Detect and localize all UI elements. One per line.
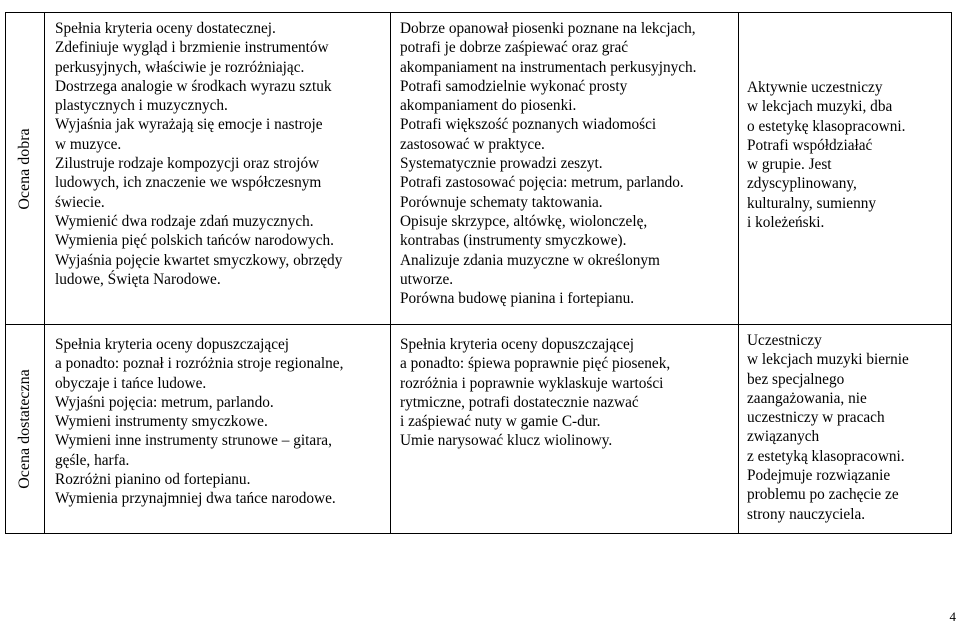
text-line: uczestniczy w pracach [747,409,885,427]
text-line: Wyjaśnia jak wyrażają się emocje i nastroje [55,116,323,134]
text-line: zastosować w praktyce. [400,135,545,153]
text-line: w muzyce. [55,135,122,153]
table-row-ocena-dobra [6,13,952,325]
text-line: Umie narysować klucz wiolinowy. [400,432,613,450]
text-line: rozróżnia i poprawnie wyklaskuje wartości [400,374,664,392]
page-number: 4 [949,609,956,624]
text-line: Spełnia kryteria oceny dostatecznej. [55,20,276,37]
grading-criteria-table [5,12,952,534]
text-line: ludowych, ich znaczenie we współczesnym [55,174,322,192]
text-line: problemu po zachęcie ze [747,486,899,504]
text-line: rytmiczne, potrafi dostatecznie nazwać [400,393,639,411]
text-line: plastycznych i muzycznych. [55,97,228,115]
text-line: Analizuje zdania muzyczne w określonym [400,251,660,269]
text-line: Uczestniczy [747,332,822,349]
text-line: związanych [747,428,820,446]
row-label: Ocena dostateczna [16,369,33,489]
attitude-text [739,13,951,232]
attitude-cell [739,13,952,325]
text-line: potrafi je dobrze zaśpiewać oraz grać [400,39,629,57]
knowledge-cell [45,13,391,325]
text-line: a ponadto: poznał i rozróżnia stroje regionalne, [55,355,344,373]
text-line: w grupie. Jest [747,156,832,174]
text-line: akompaniament do piosenki. [400,97,577,115]
text-line: Wymieni instrumenty smyczkowe. [55,413,268,431]
row-label-cell [6,325,45,534]
attitude-text [739,325,951,524]
text-line: Zilustruje rodzaje kompozycji oraz strojów [55,155,320,173]
skills-text [391,325,738,451]
skills-cell [391,13,739,325]
text-line: o estetykę klasopracowni. [747,117,906,135]
text-line: Potrafi większość poznanych wiadomości [400,116,657,134]
text-line: ludowe, Święta Narodowe. [55,270,221,288]
text-line: Dostrzega analogie w środkach wyrazu sztuk [55,77,332,95]
text-line: utworze. [400,270,454,288]
text-line: Wymieni inne instrumenty strunowe – gitara, [55,432,332,450]
text-line: bez specjalnego [747,370,845,388]
text-line: i koleżeński. [747,214,825,232]
text-line: Potrafi samodzielnie wykonać prosty [400,77,628,95]
text-line: akompaniament na instrumentach perkusyjnych. [400,58,697,76]
text-line: Rozróżni pianino od fortepianu. [55,471,251,489]
text-line: zdyscyplinowany, [747,175,857,193]
text-line: strony nauczyciela. [747,505,866,523]
text-line: Wymienić dwa rodzaje zdań muzycznych. [55,212,314,230]
text-line: Aktywnie uczestniczy [747,79,883,96]
text-line: gęśle, harfa. [55,451,130,469]
text-line: Spełnia kryteria oceny dopuszczającej [400,336,635,353]
attitude-cell [739,325,952,534]
text-line: Wymienia przynajmniej dwa tańce narodowe. [55,490,336,508]
text-line: Porównuje schematy taktowania. [400,193,603,211]
text-line: świecie. [55,193,105,211]
text-line: kontrabas (instrumenty smyczkowe). [400,232,627,250]
text-line: w lekcjach muzyki, dba [747,98,893,116]
knowledge-cell [45,325,391,534]
text-line: zaangażowania, nie [747,389,867,407]
text-line: Wyjaśnia pojęcie kwartet smyczkowy, obrzędy [55,251,343,269]
row-label-cell [6,13,45,325]
text-line: w lekcjach muzyki biernie [747,351,909,369]
skills-text [391,13,738,308]
text-line: Potrafi współdziałać [747,136,873,154]
table-row-ocena-dostateczna [6,325,952,534]
text-line: Wyjaśni pojęcia: metrum, parlando. [55,393,274,411]
text-line: Spełnia kryteria oceny dopuszczającej [55,336,290,353]
row-label: Ocena dobra [16,127,33,210]
knowledge-text [45,325,390,509]
text-line: kulturalny, sumienny [747,194,877,212]
text-line: Podejmuje rozwiązanie [747,467,891,485]
text-line: z estetyką klasopracowni. [747,447,905,465]
text-line: Wymienia pięć polskich tańców narodowych. [55,232,335,250]
text-line: Dobrze opanował piosenki poznane na lekcjach, [400,20,696,37]
text-line: Potrafi zastosować pojęcia: metrum, parlando. [400,174,684,192]
text-line: perkusyjnych, właściwie je rozróżniając. [55,58,305,76]
text-line: Systematycznie prowadzi zeszyt. [400,155,603,173]
skills-cell [391,325,739,534]
text-line: obyczaje i tańce ludowe. [55,374,207,392]
knowledge-text [45,13,390,289]
text-line: Zdefiniuje wygląd i brzmienie instrumentów [55,39,329,57]
text-line: i zaśpiewać nuty w gamie C-dur. [400,413,601,431]
text-line: a ponadto: śpiewa poprawnie pięć piosenek, [400,355,671,373]
text-line: Opisuje skrzypce, altówkę, wiolonczelę, [400,212,648,230]
text-line: Porówna budowę pianina i fortepianu. [400,290,635,308]
